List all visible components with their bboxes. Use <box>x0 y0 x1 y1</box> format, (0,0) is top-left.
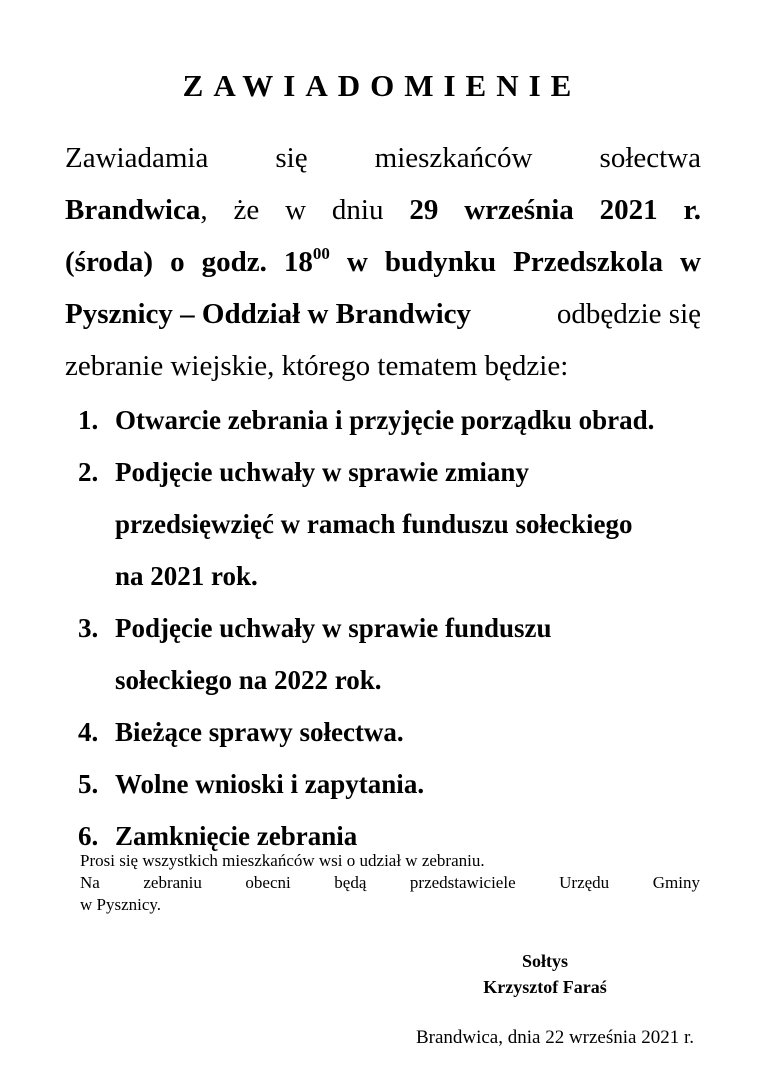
agenda-list <box>78 394 718 862</box>
agenda-item-text: przedsięwzięć w ramach funduszu sołeckiego <box>115 509 633 539</box>
footer-note <box>80 850 700 916</box>
footer-word: Urzędu <box>559 873 610 892</box>
footer-line <box>80 872 700 894</box>
meeting-date-year: 2021 <box>599 194 658 226</box>
meeting-time <box>284 236 330 288</box>
footer-line: w Pysznicy. <box>80 895 162 914</box>
meeting-weekday: (środa) <box>65 246 154 278</box>
agenda-item-text: Otwarcie zebrania i przyjęcie porządku obrad. <box>115 405 655 435</box>
intro-line-2 <box>65 184 701 236</box>
footer-word: przedstawiciele <box>409 873 516 892</box>
agenda-item-text: na 2021 rok. <box>115 561 258 591</box>
intro-text: odbędzie się <box>556 298 701 330</box>
agenda-item-number: 1. <box>78 405 99 435</box>
footer-word: Na <box>80 873 100 892</box>
intro-word: o <box>170 246 185 278</box>
intro-paragraph <box>65 132 701 392</box>
page-title: ZAWIADOMIENIE <box>182 68 582 103</box>
footer-word: obecni <box>245 873 291 892</box>
footer-line: Prosi się wszystkich mieszkańców wsi o udział w zebraniu. <box>80 851 485 870</box>
agenda-item-number: 6. <box>78 821 99 851</box>
agenda-item <box>78 394 718 446</box>
intro-word: w <box>679 246 701 278</box>
agenda-item-text: Podjęcie uchwały w sprawie zmiany <box>115 457 529 487</box>
footer-word: Gminy <box>652 873 700 892</box>
footer-word: zebraniu <box>143 873 202 892</box>
agenda-item-number: 2. <box>78 457 99 487</box>
signature-block <box>420 948 670 1000</box>
meeting-date-day: 29 <box>409 194 439 226</box>
agenda-item-text: Bieżące sprawy sołectwa. <box>115 717 404 747</box>
signature-role: Sołtys <box>521 951 568 971</box>
meeting-date-month: września <box>464 194 574 226</box>
intro-word: że <box>233 194 260 226</box>
signature-name: Krzysztof Faraś <box>483 977 607 997</box>
agenda-item-text: Podjęcie uchwały w sprawie funduszu <box>115 613 552 643</box>
intro-word: w <box>285 194 307 226</box>
agenda-item-text: Wolne wnioski i zapytania. <box>115 769 425 799</box>
intro-word: Zawiadamia <box>65 142 209 174</box>
venue-name: Przedszkola <box>513 246 663 278</box>
intro-word: dniu <box>331 194 384 226</box>
agenda-item <box>78 706 718 758</box>
intro-line-3 <box>65 236 701 288</box>
intro-line-4 <box>65 288 701 340</box>
place-and-date: Brandwica, dnia 22 września 2021 r. <box>415 1027 694 1048</box>
venue-location: Pysznicy – Oddział w Brandwicy <box>65 298 472 330</box>
agenda-item <box>78 758 718 810</box>
intro-word: w <box>346 246 368 278</box>
intro-word: godz. <box>201 246 267 278</box>
intro-line-5: zebranie wiejskie, którego tematem będzie: <box>65 350 569 382</box>
agenda-item-number: 5. <box>78 769 99 799</box>
meeting-hour: 18 <box>283 246 313 278</box>
intro-word: sołectwa <box>599 142 701 174</box>
village-name: Brandwica <box>65 194 201 226</box>
intro-word: się <box>275 142 308 174</box>
agenda-item <box>78 446 718 602</box>
intro-word: , <box>200 194 208 226</box>
intro-word: budynku <box>384 246 497 278</box>
meeting-date-suffix: r. <box>683 194 701 226</box>
agenda-item-text: Zamknięcie zebrania <box>115 821 358 851</box>
intro-word: mieszkańców <box>374 142 533 174</box>
agenda-item <box>78 602 718 706</box>
intro-line-1 <box>65 132 701 184</box>
meeting-minutes: 00 <box>312 244 330 263</box>
agenda-item-text: sołeckiego na 2022 rok. <box>115 665 382 695</box>
intro-word-group <box>65 184 208 236</box>
footer-word: będą <box>334 873 367 892</box>
agenda-item-number: 4. <box>78 717 99 747</box>
agenda-item-number: 3. <box>78 613 99 643</box>
